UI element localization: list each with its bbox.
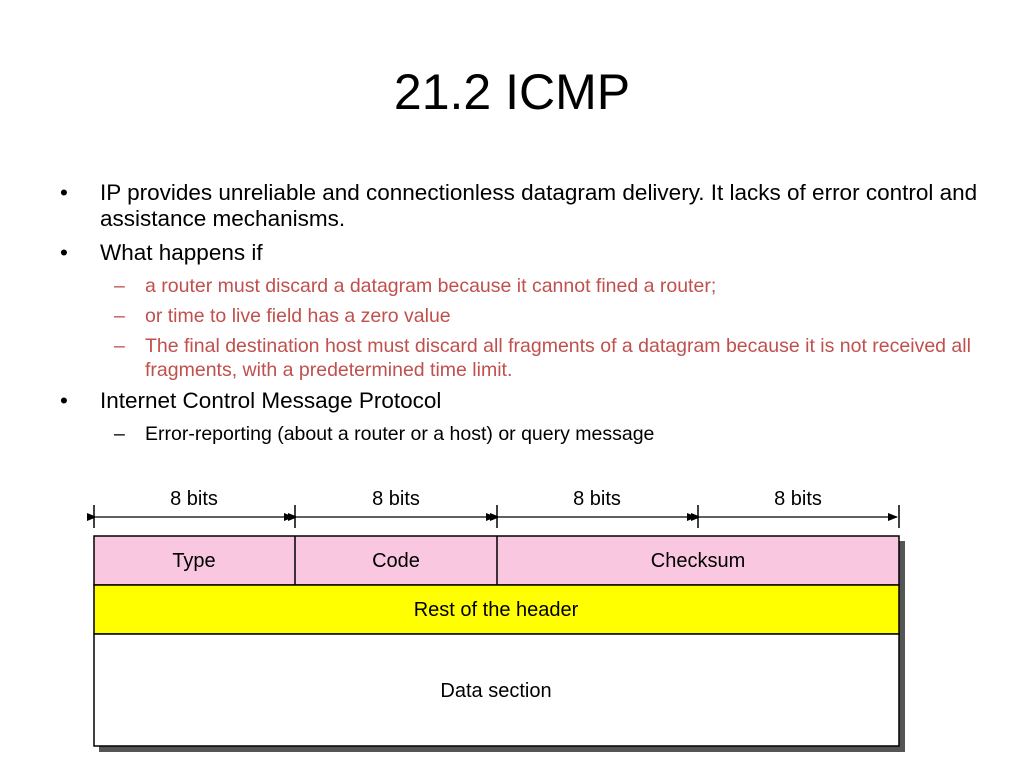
rest-of-header-label: Rest of the header [413, 599, 579, 621]
bullet-text: What happens if [100, 240, 263, 265]
bullet-dot: • [60, 388, 68, 413]
slide-title: 21.2 ICMP [393, 64, 631, 120]
sub-bullet-dash: – [114, 423, 125, 445]
width-label: 8 bits [170, 488, 218, 510]
width-label: 8 bits [774, 488, 822, 510]
sub-bullet-dash: – [114, 335, 125, 357]
data-section-label: Data section [440, 680, 552, 702]
code-field: Code [372, 550, 420, 572]
sub-bullet-text: or time to live field has a zero value [145, 305, 451, 327]
sub-bullet-dash: – [114, 275, 125, 297]
bullet-text: Internet Control Message Protocol [100, 388, 442, 413]
bullet-dot: • [60, 240, 68, 265]
checksum-field: Checksum [650, 550, 746, 572]
sub-bullet-text: a router must discard a datagram because it cannot fined a router; [145, 275, 717, 297]
width-label: 8 bits [573, 488, 621, 510]
bullet-dot: • [60, 180, 68, 205]
width-label: 8 bits [372, 488, 420, 510]
sub-bullet-dash: – [114, 305, 125, 327]
type-field: Type [172, 550, 216, 572]
sub-bullet-text: Error-reporting (about a router or a host) or query message [145, 423, 655, 445]
sub-bullet-text: The final destination host must discard all fragments of a datagram because it is not received all fragments, with a predetermined time limit. [145, 335, 971, 381]
bullet-text: IP provides unreliable and connectionless datagram delivery. It lacks of error control and assistance mechanisms. [100, 180, 978, 231]
